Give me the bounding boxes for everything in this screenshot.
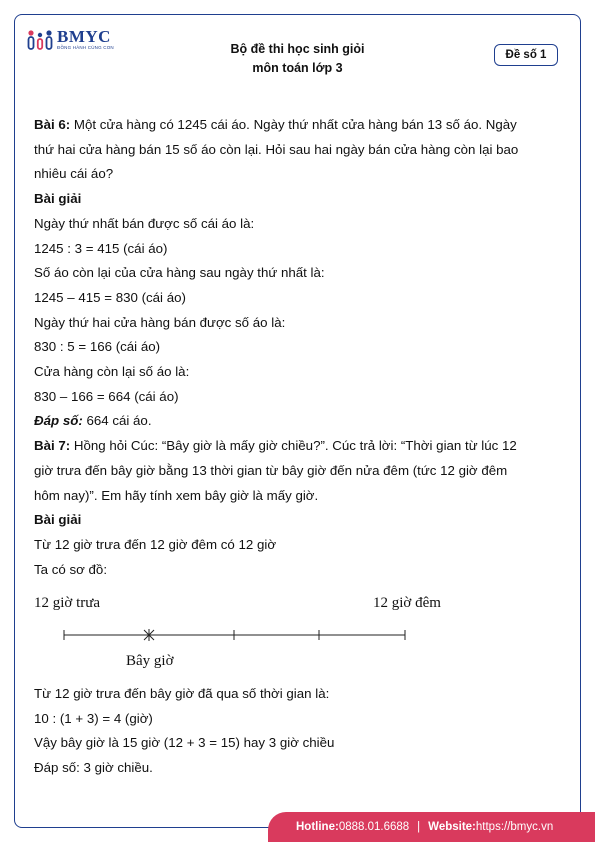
title-line-1: Bộ đề thi học sinh giỏi <box>230 42 365 56</box>
hotline-number[interactable]: 0888.01.6688 <box>338 821 410 833</box>
answer-6-label: Đáp số: <box>34 413 83 429</box>
problem-6-line-2: thứ hai cửa hàng bán 15 số áo còn lại. Hỏi sau hai ngày bán cửa hàng còn lại bao <box>34 141 519 157</box>
solution-7-calculation <box>34 682 564 781</box>
document-body <box>34 113 564 582</box>
problem-7-line-3: hôm nay)”. Em hãy tính xem bây giờ là mấy giờ. <box>34 487 319 503</box>
solution-7-step: Vậy bây giờ là 15 giờ (12 + 3 = 15) hay 3 giờ chiều <box>34 735 335 751</box>
problem-6-text-1: Một cửa hàng có 1245 cái áo. Ngày thứ nhất cửa hàng bán 13 số áo. Ngày <box>70 117 517 132</box>
exam-number-badge: Đề số 1 <box>494 44 558 66</box>
problem-7-line-2: giờ trưa đến bây giờ bằng 13 thời gian từ bây giờ đến nửa đêm (tức 12 giờ đêm <box>34 462 508 478</box>
solution-6-step: 1245 – 415 = 830 (cái áo) <box>34 289 186 305</box>
solution-7-line-2: Ta có sơ đồ: <box>34 561 108 577</box>
solution-7-heading: Bài giải <box>34 512 82 528</box>
title-line-2: môn toán lớp 3 <box>252 61 343 75</box>
time-segment-line <box>34 592 484 682</box>
answer-6-value: 664 cái áo. <box>82 413 152 429</box>
solution-6-step: 830 : 5 = 166 (cái áo) <box>34 339 161 355</box>
solution-6-step: Số áo còn lại của cửa hàng sau ngày thứ nhất là: <box>34 265 325 281</box>
diagram-label-noon: 12 giờ trưa <box>34 595 101 611</box>
logo-tagline: ĐỒNG HÀNH CÙNG CON <box>57 45 114 50</box>
problem-7-label: Bài 7: <box>34 438 71 454</box>
time-line-diagram <box>34 592 484 682</box>
solution-7-step: 10 : (1 + 3) = 4 (giờ) <box>34 710 153 726</box>
problem-6-line-1 <box>34 113 564 138</box>
problem-6-label: Bài 6: <box>34 117 71 132</box>
solution-6-step: Cửa hàng còn lại số áo là: <box>34 364 190 380</box>
footer-contact-bar <box>268 812 595 842</box>
solution-6-step: Ngày thứ hai cửa hàng bán được số áo là: <box>34 314 286 330</box>
problem-6-line-3: nhiêu cái áo? <box>34 166 114 182</box>
hotline-label: Hotline: <box>296 821 339 833</box>
solution-7-line-1: Từ 12 giờ trưa đến 12 giờ đêm có 12 giờ <box>34 536 277 552</box>
solution-6-heading: Bài giải <box>34 191 82 207</box>
website-label: Website: <box>428 821 476 833</box>
solution-7-step: Đáp số: 3 giờ chiều. <box>34 760 153 776</box>
answer-6 <box>34 409 564 434</box>
diagram-label-midnight: 12 giờ đêm <box>373 595 441 611</box>
solution-6-step: Ngày thứ nhất bán được số cái áo là: <box>34 215 255 231</box>
problem-7-line-1 <box>34 434 564 459</box>
solution-6-step: 1245 : 3 = 415 (cái áo) <box>34 240 168 256</box>
website-link[interactable]: https://bmyc.vn <box>475 821 554 833</box>
solution-6-step: 830 – 166 = 664 (cái áo) <box>34 388 179 404</box>
logo-name: BMYC <box>57 27 111 46</box>
footer-separator: | <box>417 821 421 833</box>
solution-7-step: Từ 12 giờ trưa đến bây giờ đã qua số thời gian là: <box>34 686 330 701</box>
problem-7-text-1: Hồng hỏi Cúc: “Bây giờ là mấy giờ chiều?”. Cúc trả lời: “Thời gian từ lúc 12 <box>70 438 517 454</box>
diagram-label-now: Bây giờ <box>126 653 174 669</box>
